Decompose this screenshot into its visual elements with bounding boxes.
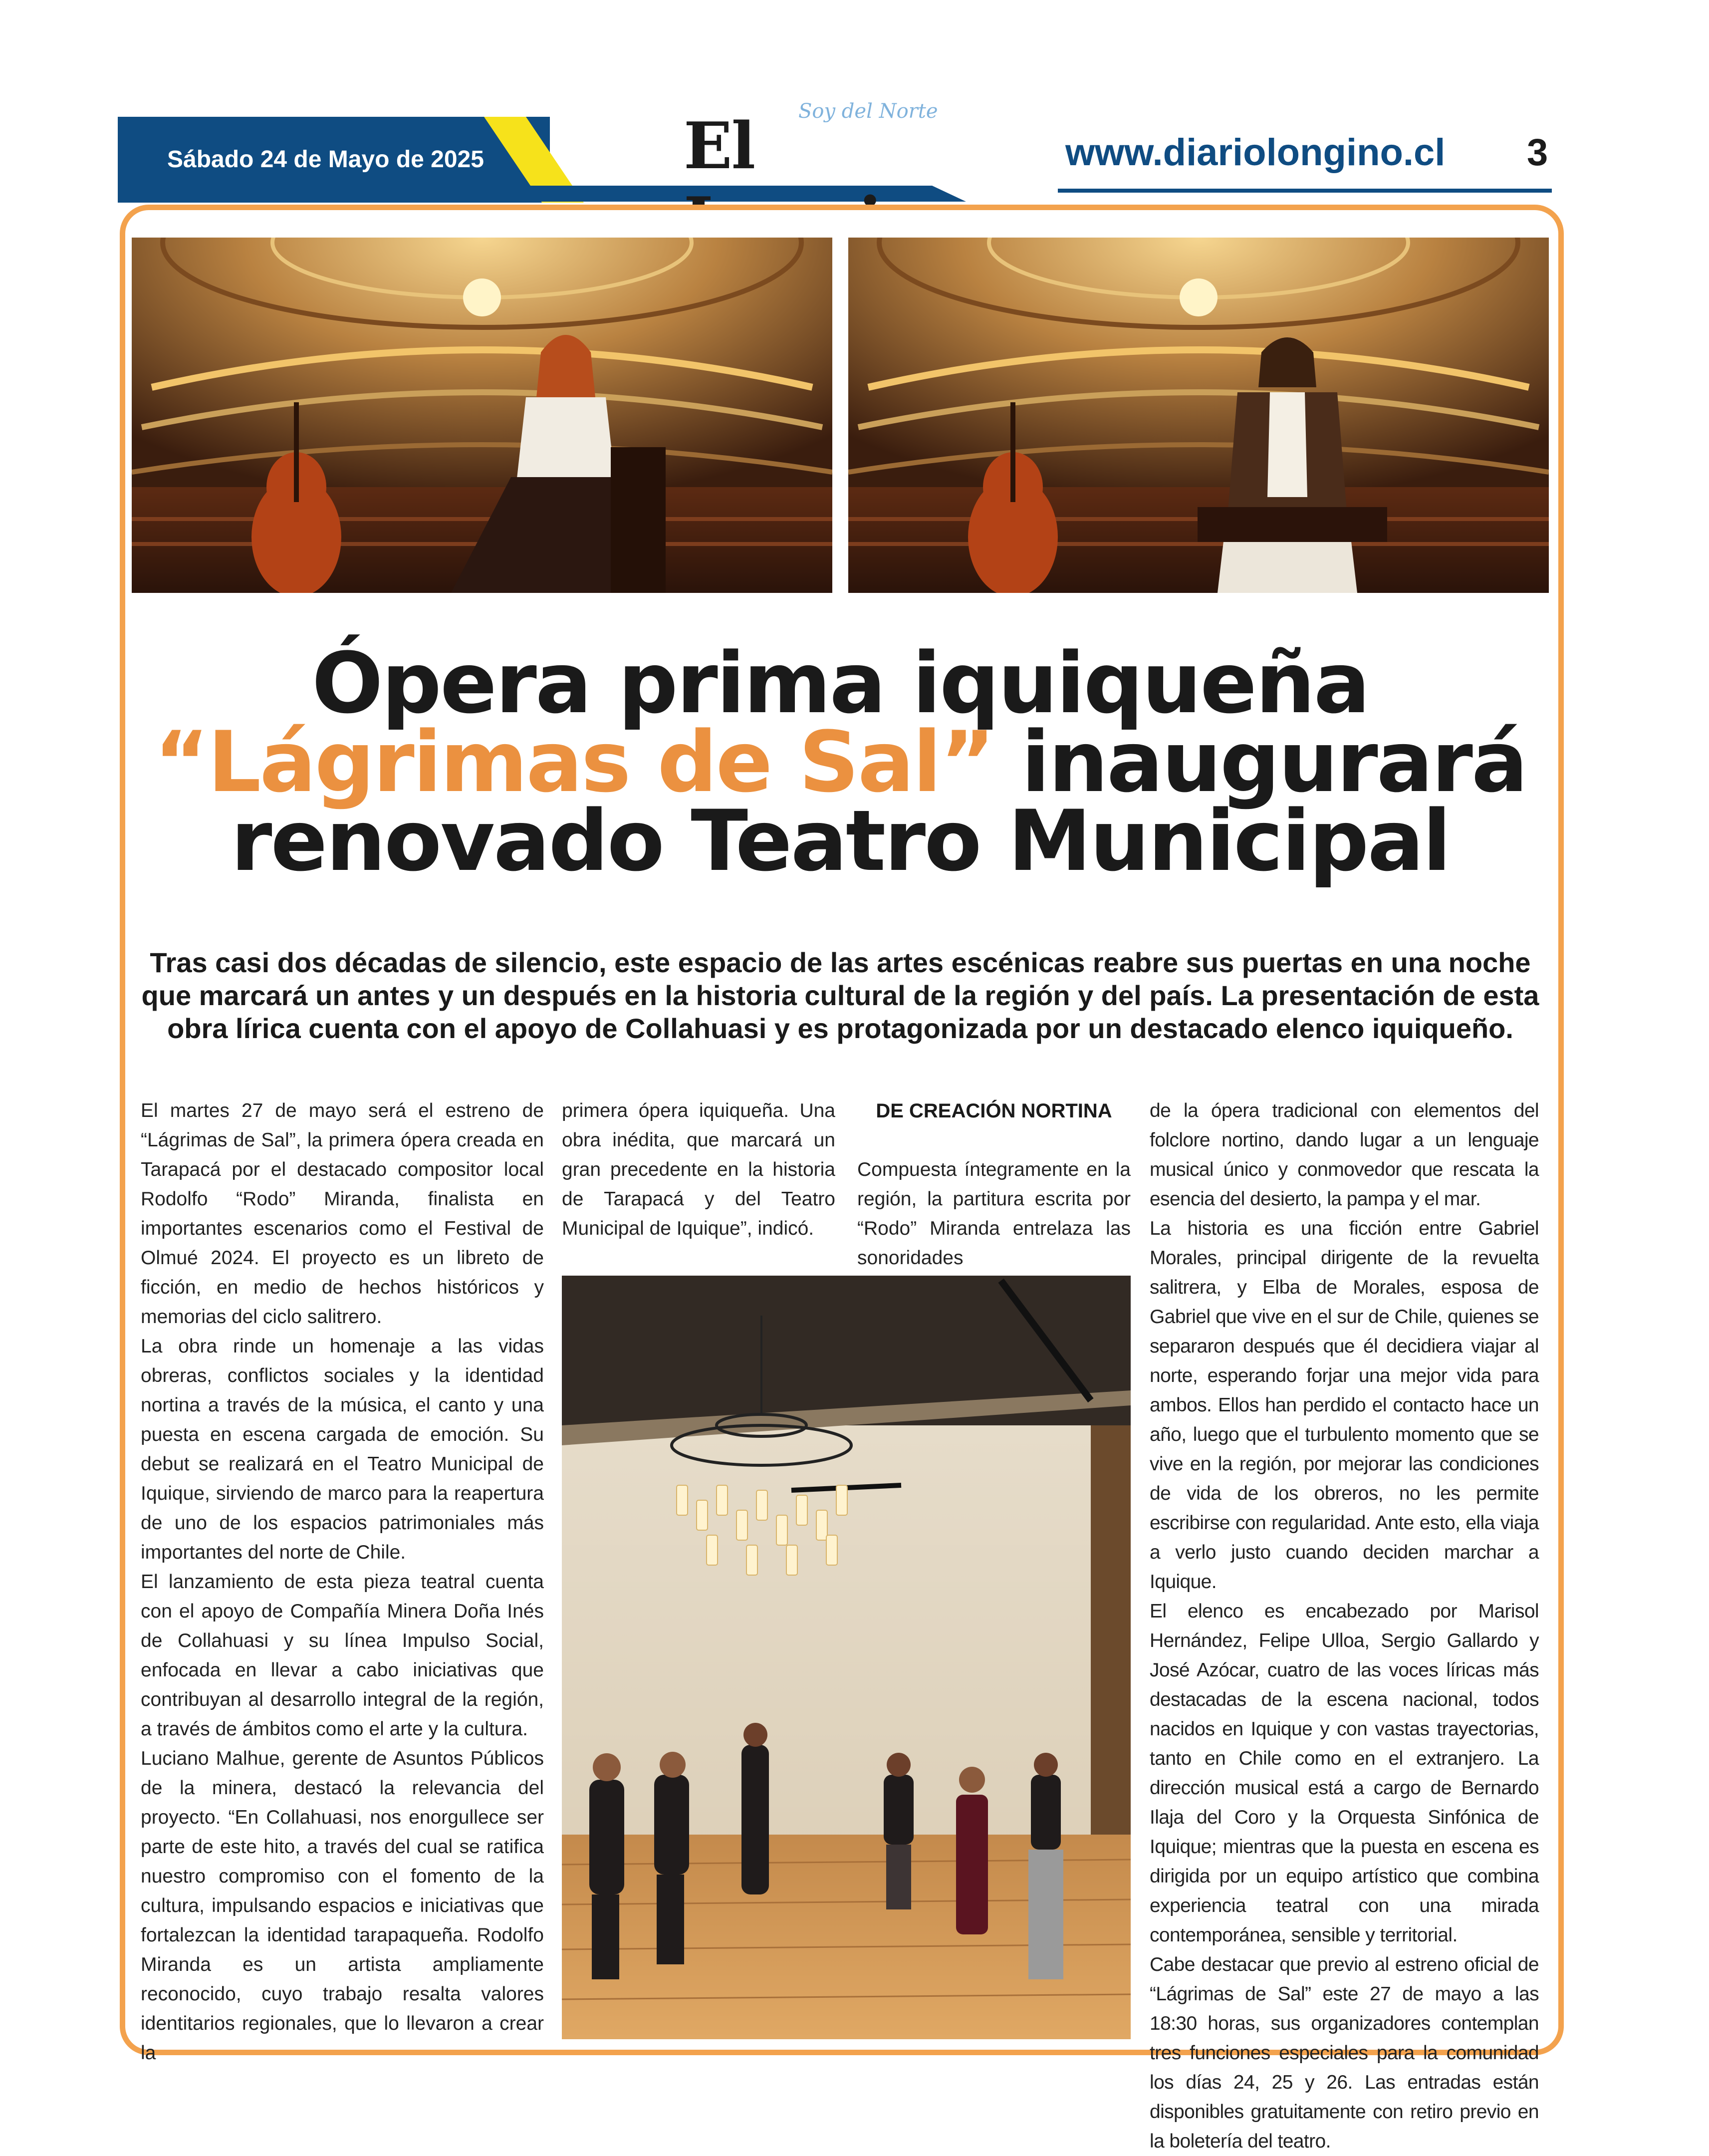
paragraph: Cabe destacar que previo al estreno oficial de “Lágrimas de Sal” este 27 de mayo a las 18:30 horas, sus organizadores contemplan tres funciones especiales para la comunidad los días 24, 25 y 26. Las entradas están disponibles gratuitamente con retiro previo en la boletería del teatro. — [1150, 1954, 1539, 2152]
soprano-photo — [132, 238, 832, 593]
website-link[interactable]: www.diariolongino.cl — [1065, 131, 1446, 174]
article-deck: Tras casi dos décadas de silencio, este espacio de las artes escénicas reabre sus puertas en una noche que marcará un antes y un después en la historia cultural de la región y del país. La presentación de esta obra lírica cuenta con el apoyo de Collahuasi y es protagonizada por un destacado elenco iquiqueño. — [141, 947, 1539, 1044]
paragraph: La historia es una ficción entre Gabriel Morales, principal dirigente de la revuelta salitrera, y Elba de Morales, esposa de Gabriel que vive en el sur de Chile, quienes se separaron después que él decidiera viajar al norte, esperando forjar una mejor vida para ambos. Ellos han perdido el contacto hace un año, luego que el turbulento momento que se vive en la región, por mejorar las condiciones de vida de los obreros, no les permite escribirse con regularidad. Ante esto, ella viaja a verlo justo cuando deciden marchar a Iquique. — [1150, 1218, 1539, 1593]
logo-name: El — [684, 109, 755, 184]
logo-tagline: Soy del Norte — [798, 100, 938, 123]
paragraph: El martes 27 de mayo será el estreno de “Lágrimas de Sal”, la primera ópera creada en Tarapacá por el destacado compositor local Rodolfo “Rodo” Miranda, finalista en importantes escenarios como el Festival de Olmué 2024. El proyecto es un libreto de ficción, en medio de hechos históricos y memorias del ciclo salitrero. — [141, 1100, 544, 1328]
header-thin-rule — [1058, 189, 1552, 193]
tenor-photo — [848, 238, 1549, 593]
rehearsal-photo-image — [562, 1276, 1131, 2039]
issue-date: Sábado 24 de Mayo de 2025 — [167, 146, 484, 173]
rehearsal-photo — [562, 1276, 1131, 2039]
paragraph: La obra rinde un homenaje a las vidas obreras, conflictos sociales y la identidad nortina a través de la música, el canto y una puesta en escena cargada de emoción. Su debut se realizará en el Teatro Municipal de Iquique, sirviendo de marco para la reapertura de uno de los espacios patrimoniales más importantes del norte de Chile. — [141, 1336, 544, 1563]
article-column-4 — [1150, 1096, 1539, 2156]
article-headline — [132, 634, 1549, 890]
headline-line-2 — [132, 713, 1549, 811]
article-column-1 — [141, 1096, 544, 2068]
paragraph: El elenco es encabezado por Marisol Hernández, Felipe Ulloa, Sergio Gallardo y José Azócar, cuatro de las voces líricas más destacadas de la escena nacional, todos nacidos en Iquique y con vastas trayectorias, tanto en Chile como en el extranjero. La dirección musical está a cargo de Bernardo Ilaja del Coro y la Orquesta Sinfónica de Iquique; mientras que la puesta en escena es dirigida por un equipo artístico que combina experiencia teatral con una mirada contemporánea, sensible y territorial. — [1150, 1601, 1539, 1946]
headline-line-3: renovado Teatro Municipal — [231, 792, 1450, 890]
article-column-3 — [857, 1096, 1131, 1273]
paragraph: Compuesta íntegramente en la región, la partitura escrita por “Rodo” Miranda entrelaza las sonoridades — [857, 1159, 1131, 1269]
paragraph: El lanzamiento de esta pieza teatral cuenta con el apoyo de Compañía Minera Doña Inés de Collahuasi y su línea Impulso Social, enfocada en llevar a cabo iniciativas que contribuyan al desarrollo integral de la región, a través de ámbitos como el arte y la cultura. — [141, 1571, 544, 1740]
paragraph: Luciano Malhue, gerente de Asuntos Públicos de la minera, destacó la relevancia del proyecto. “En Collahuasi, nos enorgullece ser parte de este hito, a través del cual se ratifica nuestro compromiso con el fomento de la cultura, impulsando espacios e iniciativas que fortalezcan la identidad tarapaqueña. Rodolfo Miranda es un artista ampliamente reconocido, cuyo trabajo resalta valores identitarios regionales, que lo llevaron a crear la — [141, 1748, 544, 2064]
tenor-photo-image — [848, 238, 1549, 593]
section-subhead: DE CREACIÓN NORTINA — [876, 1100, 1112, 1122]
page-number: 3 — [1527, 131, 1548, 174]
headline-line-2-rest: inaugurará — [993, 713, 1527, 811]
article-column-2 — [562, 1096, 835, 1243]
headline-opera-title: “Lágrimas de Sal” — [154, 713, 994, 811]
headline-line-1: Ópera prima iquiqueña — [311, 634, 1369, 732]
soprano-photo-image — [132, 238, 832, 593]
paragraph: primera ópera iquiqueña. Una obra inédita, que marcará un gran precedente en la historia de Tarapacá y del Teatro Municipal de Iquique”, indicó. — [562, 1100, 835, 1239]
newspaper-logo[interactable] — [684, 100, 1023, 185]
page-header — [0, 0, 1709, 210]
paragraph: de la ópera tradicional con elementos del folclore nortino, dando lugar a un lenguaje musical único y conmovedor que rescata la esencia del desierto, la pampa y el mar. — [1150, 1100, 1539, 1210]
